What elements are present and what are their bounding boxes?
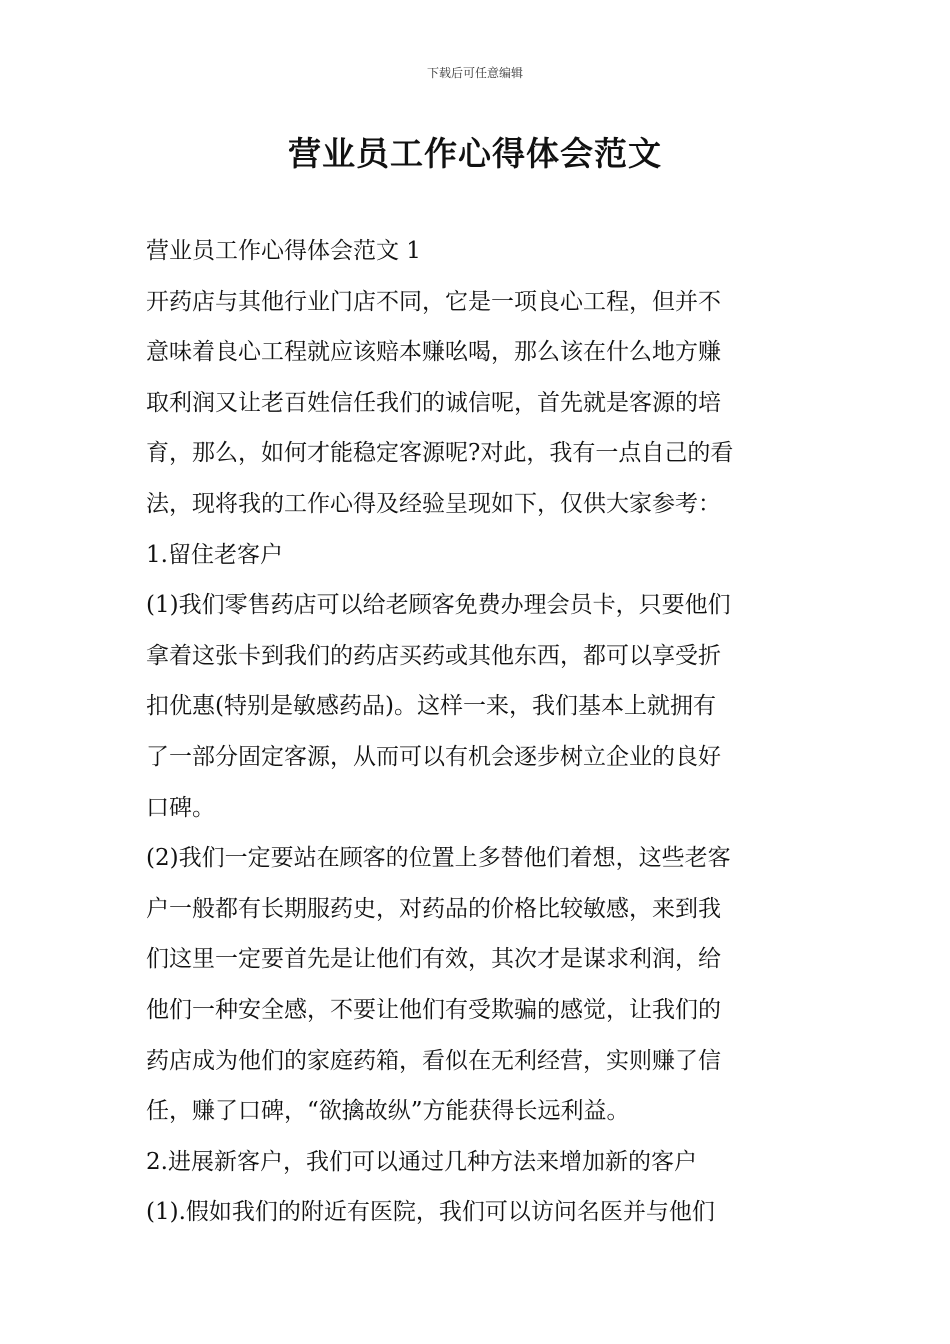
list-heading: 1.留住老客户 [146,541,283,568]
section-heading: 营业员工作心得体会范文 1 [146,238,421,264]
paragraph-line: 拿着这张卡到我们的药店买药或其他东西，都可以享受折 [146,642,721,669]
paragraph-line: 法，现将我的工作心得及经验呈现如下，仅供大家参考： [146,490,721,517]
paragraph-line: 们这里一定要首先是让他们有效，其次才是谋求利润，给 [146,946,721,973]
paragraph-line: 口碑。 [146,794,215,821]
paragraph-line: (2)我们一定要站在顾客的位置上多替他们着想，这些老客 [146,845,731,872]
paragraph-line: 意味着良心工程就应该赔本赚吆喝，那么该在什么地方赚 [146,339,721,366]
paragraph-line: 扣优惠(特别是敏感药品)。这样一来，我们基本上就拥有 [146,693,716,720]
paragraph-line: 他们一种安全感，不要让他们有受欺骗的感觉，让我们的 [146,996,721,1023]
paragraph-line: 了一部分固定客源，从而可以有机会逐步树立企业的良好 [146,743,721,770]
paragraph-line: 取利润又让老百姓信任我们的诚信呢，首先就是客源的培 [146,389,721,416]
header-note: 下载后可任意编辑 [426,66,523,80]
document-body [146,226,810,1238]
paragraph-line: 药店成为他们的家庭药箱，看似在无利经营，实则赚了信 [146,1047,721,1074]
paragraph-line: 育，那么，如何才能稳定客源呢?对此，我有一点自己的看 [146,440,734,467]
paragraph-line: (1).假如我们的附近有医院，我们可以访问名医并与他们 [146,1199,715,1226]
paragraph-line: 开药店与其他行业门店不同，它是一项良心工程，但并不 [146,288,721,315]
document-title: 营业员工作心得体会范文 [288,134,662,173]
paragraph-line: 户一般都有长期服药史，对药品的价格比较敏感，来到我 [146,895,721,922]
paragraph-line: (1)我们零售药店可以给老顾客免费办理会员卡，只要他们 [146,592,731,619]
paragraph-line: 任，赚了口碑，“欲擒故纵”方能获得长远利益。 [146,1098,630,1125]
list-heading: 2.进展新客户，我们可以通过几种方法来增加新的客户 [146,1148,697,1175]
